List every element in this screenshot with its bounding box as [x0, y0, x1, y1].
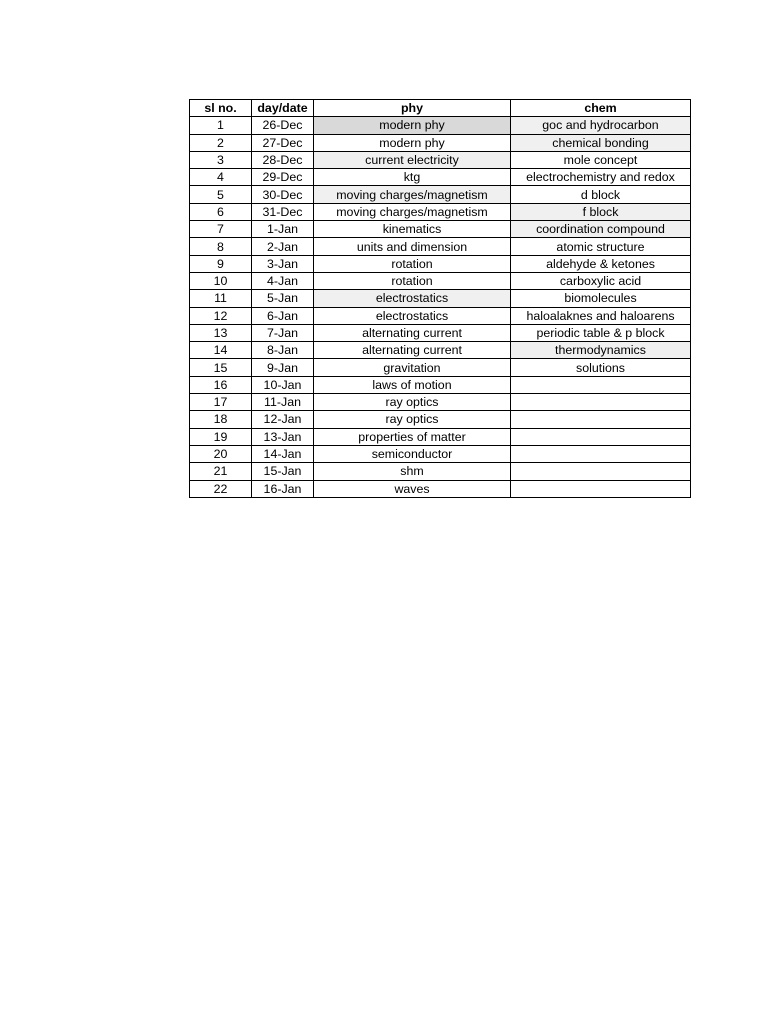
cell-chem: aldehyde & ketones	[511, 255, 691, 272]
cell-day-date: 10-Jan	[252, 376, 314, 393]
cell-sl-no: 1	[190, 117, 252, 134]
cell-chem: f block	[511, 203, 691, 220]
cell-sl-no: 19	[190, 428, 252, 445]
cell-phy: modern phy	[314, 117, 511, 134]
cell-chem: carboxylic acid	[511, 272, 691, 289]
cell-sl-no: 16	[190, 376, 252, 393]
table-row	[190, 411, 691, 428]
cell-sl-no: 14	[190, 342, 252, 359]
cell-sl-no: 12	[190, 307, 252, 324]
cell-chem	[511, 376, 691, 393]
cell-chem	[511, 394, 691, 411]
cell-sl-no: 18	[190, 411, 252, 428]
cell-day-date: 3-Jan	[252, 255, 314, 272]
schedule-sheet	[189, 99, 691, 498]
cell-phy: alternating current	[314, 324, 511, 341]
cell-sl-no: 9	[190, 255, 252, 272]
table-row	[190, 134, 691, 151]
cell-day-date: 27-Dec	[252, 134, 314, 151]
cell-chem	[511, 463, 691, 480]
cell-sl-no: 2	[190, 134, 252, 151]
table-row	[190, 376, 691, 393]
cell-phy: waves	[314, 480, 511, 497]
cell-phy: current electricity	[314, 151, 511, 168]
cell-sl-no: 15	[190, 359, 252, 376]
cell-day-date: 7-Jan	[252, 324, 314, 341]
table-row	[190, 480, 691, 497]
cell-phy: laws of motion	[314, 376, 511, 393]
cell-day-date: 28-Dec	[252, 151, 314, 168]
cell-day-date: 31-Dec	[252, 203, 314, 220]
cell-chem	[511, 480, 691, 497]
table-row	[190, 445, 691, 462]
cell-chem: haloalaknes and haloarens	[511, 307, 691, 324]
cell-chem: thermodynamics	[511, 342, 691, 359]
cell-phy: units and dimension	[314, 238, 511, 255]
cell-sl-no: 6	[190, 203, 252, 220]
cell-phy: rotation	[314, 255, 511, 272]
table-row	[190, 238, 691, 255]
cell-day-date: 5-Jan	[252, 290, 314, 307]
table-body	[190, 117, 691, 498]
table-row	[190, 117, 691, 134]
table-row	[190, 221, 691, 238]
cell-day-date: 16-Jan	[252, 480, 314, 497]
cell-day-date: 30-Dec	[252, 186, 314, 203]
cell-chem: biomolecules	[511, 290, 691, 307]
header-row	[190, 100, 691, 117]
header-sl-no: sl no.	[190, 100, 252, 117]
cell-sl-no: 3	[190, 151, 252, 168]
cell-chem: d block	[511, 186, 691, 203]
cell-sl-no: 11	[190, 290, 252, 307]
table-row	[190, 186, 691, 203]
table-row	[190, 290, 691, 307]
cell-day-date: 4-Jan	[252, 272, 314, 289]
cell-phy: ktg	[314, 169, 511, 186]
cell-sl-no: 7	[190, 221, 252, 238]
cell-day-date: 13-Jan	[252, 428, 314, 445]
cell-phy: electrostatics	[314, 307, 511, 324]
table-row	[190, 203, 691, 220]
cell-phy: ray optics	[314, 394, 511, 411]
cell-chem: solutions	[511, 359, 691, 376]
cell-chem: electrochemistry and redox	[511, 169, 691, 186]
table-row	[190, 463, 691, 480]
cell-phy: moving charges/magnetism	[314, 186, 511, 203]
cell-phy: modern phy	[314, 134, 511, 151]
table-row	[190, 359, 691, 376]
cell-sl-no: 10	[190, 272, 252, 289]
cell-chem: goc and hydrocarbon	[511, 117, 691, 134]
cell-phy: electrostatics	[314, 290, 511, 307]
cell-phy: moving charges/magnetism	[314, 203, 511, 220]
cell-day-date: 29-Dec	[252, 169, 314, 186]
table-row	[190, 307, 691, 324]
cell-phy: ray optics	[314, 411, 511, 428]
cell-phy: properties of matter	[314, 428, 511, 445]
cell-phy: alternating current	[314, 342, 511, 359]
cell-day-date: 6-Jan	[252, 307, 314, 324]
table-row	[190, 324, 691, 341]
cell-day-date: 14-Jan	[252, 445, 314, 462]
cell-sl-no: 21	[190, 463, 252, 480]
cell-chem	[511, 428, 691, 445]
cell-chem: mole concept	[511, 151, 691, 168]
cell-chem: coordination compound	[511, 221, 691, 238]
cell-phy: kinematics	[314, 221, 511, 238]
cell-sl-no: 8	[190, 238, 252, 255]
cell-chem: periodic table & p block	[511, 324, 691, 341]
cell-chem: atomic structure	[511, 238, 691, 255]
cell-chem	[511, 411, 691, 428]
cell-sl-no: 22	[190, 480, 252, 497]
table-row	[190, 394, 691, 411]
table-row	[190, 342, 691, 359]
cell-sl-no: 4	[190, 169, 252, 186]
table-row	[190, 169, 691, 186]
cell-day-date: 11-Jan	[252, 394, 314, 411]
cell-phy: shm	[314, 463, 511, 480]
cell-day-date: 12-Jan	[252, 411, 314, 428]
table-header	[190, 100, 691, 117]
cell-sl-no: 13	[190, 324, 252, 341]
cell-sl-no: 5	[190, 186, 252, 203]
cell-day-date: 2-Jan	[252, 238, 314, 255]
table-row	[190, 151, 691, 168]
cell-chem: chemical bonding	[511, 134, 691, 151]
table-row	[190, 272, 691, 289]
cell-day-date: 26-Dec	[252, 117, 314, 134]
cell-day-date: 1-Jan	[252, 221, 314, 238]
cell-phy: semiconductor	[314, 445, 511, 462]
cell-phy: gravitation	[314, 359, 511, 376]
cell-chem	[511, 445, 691, 462]
cell-sl-no: 17	[190, 394, 252, 411]
table-row	[190, 255, 691, 272]
study-schedule-table	[189, 99, 691, 498]
header-chem: chem	[511, 100, 691, 117]
header-phy: phy	[314, 100, 511, 117]
cell-phy: rotation	[314, 272, 511, 289]
cell-day-date: 9-Jan	[252, 359, 314, 376]
cell-day-date: 8-Jan	[252, 342, 314, 359]
cell-day-date: 15-Jan	[252, 463, 314, 480]
cell-sl-no: 20	[190, 445, 252, 462]
header-day-date: day/date	[252, 100, 314, 117]
table-row	[190, 428, 691, 445]
